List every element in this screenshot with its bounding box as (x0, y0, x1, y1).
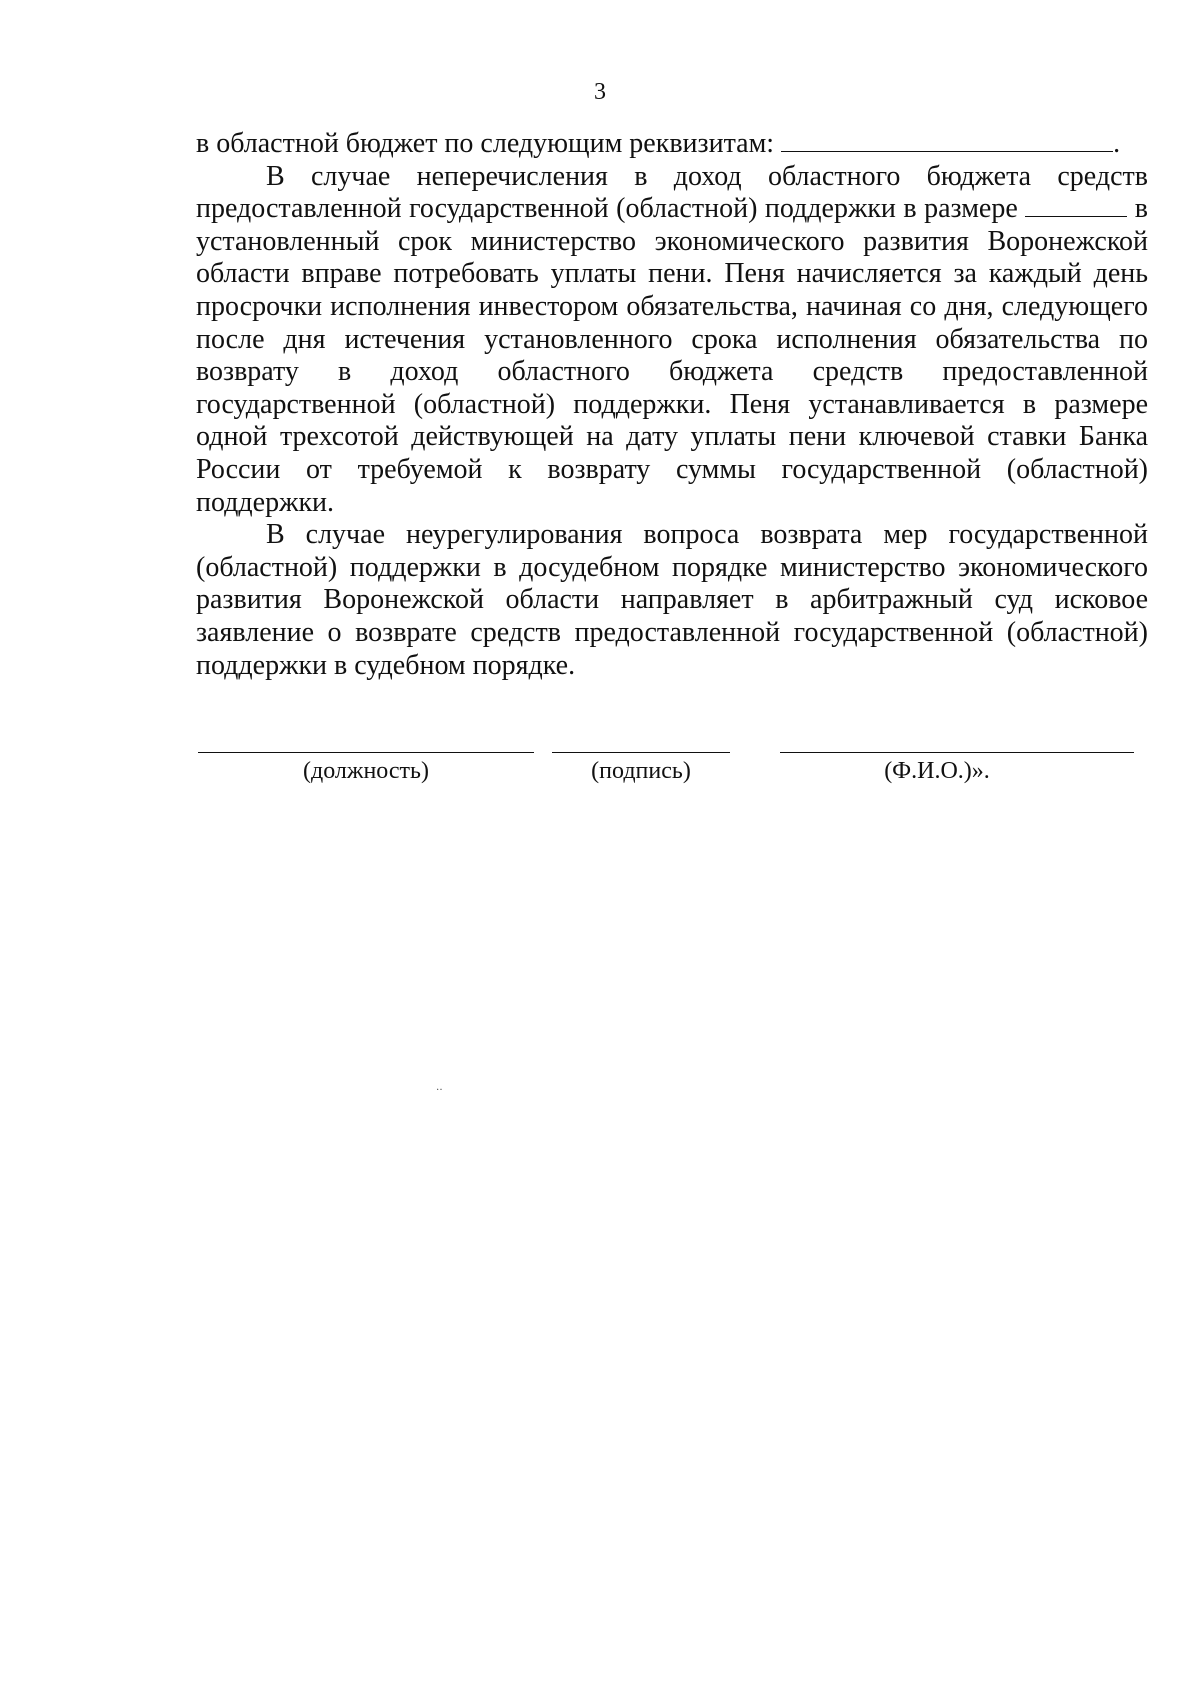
signature-name-field (780, 738, 1134, 785)
document-body (196, 128, 1148, 682)
paragraph-requisites (196, 128, 1148, 161)
name-caption: (Ф.И.О.)». (884, 758, 990, 784)
sign-caption: (подпись) (591, 758, 691, 784)
position-line (198, 738, 534, 753)
page-number: 3 (594, 79, 606, 105)
paragraph-court: В случае неурегулирования вопроса возврата мер государственной (областной) поддержки в досудебном порядке министерство экономического развития Воронежской области направляет в арбитражный суд исковое заявление о возврате средств предоставленной государственной (областной) поддержки в судебном порядке. (196, 519, 1148, 681)
position-caption: (должность) (303, 758, 429, 784)
paragraph-penalty (196, 161, 1148, 520)
scan-speck: ‥ (436, 1082, 443, 1093)
signature-position-field (198, 738, 534, 785)
penalty-text-rest: в установленный срок министерство экономического развития Воронежской области вправе потребовать уплаты пени. Пеня начисляется за каждый день просрочки исполнения инвестором обязательства, начиная со дня, следующего после дня истечения установленного срока исполнения обязательства по возврату в доход областного бюджета средств предоставленной государственной (областной) поддержки. Пеня устанавливается в размере одной трехсотой действующей на дату уплаты пени ключевой ставки Банка России от требуемой к возврату суммы государственной (областной) поддержки. (196, 193, 1148, 518)
requisites-text: в областной бюджет по следующим реквизитам: (196, 128, 782, 159)
penalty-text-start: В случае неперечисления в доход областного бюджета средств предоставленной государственной (областной) поддержки в размере (196, 160, 1148, 225)
requisites-tail: . (1113, 128, 1121, 159)
sign-line (552, 738, 730, 753)
amount-blank-line (1025, 194, 1127, 217)
signature-block (0, 738, 1200, 798)
name-line (780, 738, 1134, 753)
signature-sign-field (552, 738, 730, 785)
requisites-blank-line (781, 129, 1113, 152)
